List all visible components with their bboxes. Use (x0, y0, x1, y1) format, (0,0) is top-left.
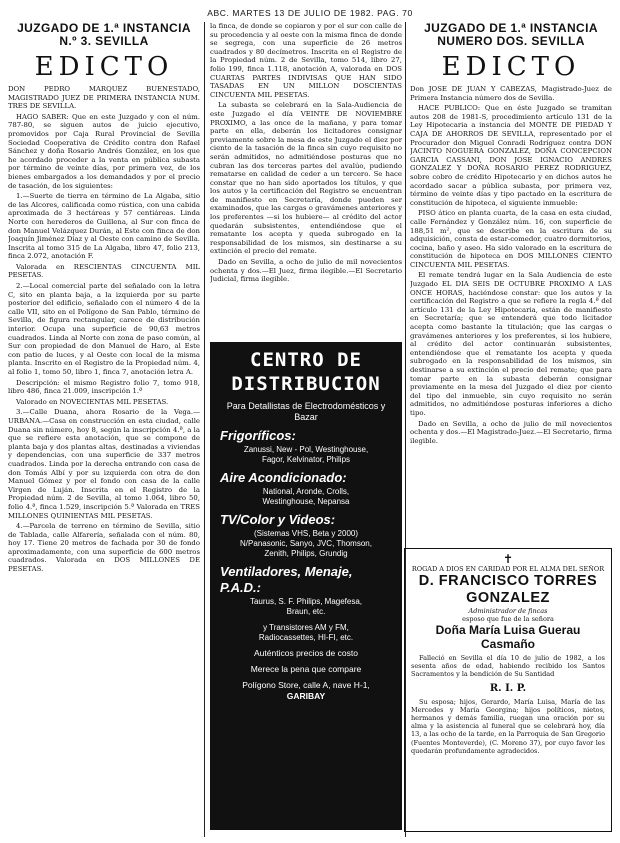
edict-paragraph: HAGO SABER: Que en este Juzgado y con el núm. 787-80, se siguen autos de juicio ejecutivo, promovidos por Caja Rural Provincial de Sevilla Sociedad Cooperativa de Crédito contra don Rafael Sánchez y doña Rosario Andrés González, en los que he acordado proceder a la venta en pública subasta por término de veinte días, por primera vez, de los bienes embargados a los demandados y por el precio de tasación, de los siguientes: (8, 112, 200, 190)
ad-brand-line: Zenith, Philips, Grundig (264, 549, 348, 558)
edict-paragraph: 3.—Calle Duana, ahora Rosario de la Vega.—URBANA.—Casa en construcción en esta ciudad, calle Duana sin número, hoy 8, según la inscripción 4.ª, a la que se refiere esta anotación, que se compone de planta baja y dos plantas altas, destinadas a viviendas y dependencias, con una superficie de 337 metros cuadrados. Linda por la derecha entrando con casa de don Tomás Albí y por su izquierda con otra de don Manuel Gómez y por el fondo con casa de la calle Virgen de Luján. Inscrita en el Registro de la Propiedad núm. 2 de Sevilla, al tomo 1.064, libro 50, folio 4.ª, finca 1.529, inscripción 5.ª Valorada en TRES MILLONES QUINIENTAS MIL PESETAS. (8, 408, 200, 520)
ad-section-heading: Ventiladores, Menaje, P.A.D.: (220, 564, 353, 595)
court-heading: JUZGADO DE 1.ª INSTANCIA NUMERO DOS. SEVILLA (424, 22, 598, 48)
ad-brand-line: Taurus, S. F. Philips, Magefesa, (249, 597, 363, 606)
death-prayer: ROGAD A DIOS EN CARIDAD POR EL ALMA DEL SEÑOR (411, 565, 605, 573)
ad-footer-line: Merece la pena que compare (250, 664, 362, 674)
edict-paragraph: 4.—Parcela de terreno en término de Sevilla, sitio de Tablada, calle Alfarería, señalada con el núm. 80, hoy 17. Tiene 20 metros de fachada por 30 de fondo aproximadamente, con una superficie de 600 metros cuadrados. Valorada en DOS MILLONES DE PESETAS. (8, 522, 200, 574)
edicto-title: EDICTO (441, 52, 581, 82)
cross-icon: ✝ (502, 552, 514, 566)
ad-section-heading: Frigoríficos: (220, 428, 296, 443)
edict-paragraph: HACE PUBLICO: Que en éste Juzgado se tramitan autos 208 de 1981-S, procedimiento artículo 131 de la Ley Hipotecaria a instancia del MONTE DE PIEDAD Y CAJA DE AHORROS DE SEVILLA, representado por el Procurador don Miguel Conradi Rodríguez contra DON JACINTO NOGUERA GONZALEZ, DOÑA CONCEPCION GARCIA CASSANI, DON JOSE IGNACIO ANDRES GONZALEZ Y DOÑA ROSARIO PEREZ RODRIGUEZ, sobre cobro de crédito Hipotecario y en dichos autos he acordado sacar a pública subasta, por primera vez, término de veinte días y tipo pactado en la escritura de constitución de hipoteca, el siguiente inmueble: (410, 104, 612, 207)
ad-section-heading: TV/Color y Videos: (220, 512, 336, 527)
ad-title: DISTRIBUCION (231, 373, 381, 395)
edict-paragraph: 1.—Suerte de tierra en término de La Algaba, sitio de las Alcores, calificada como rústica, con una cabida aproximada de 3 hectáreas y 57 centiáreas. Linda Norte con herederos de Guillena, al Sur con finca de don Manuel Velázquez Durán, al Este con finca de don Joaquín Jiménez Díaz y al Oeste con camino de Sevilla. Inscrita al tomo 315 de La Algaba, libro 47, folio 213, finca 2.072, anotación F. (8, 192, 200, 261)
spouse-intro: esposo que fue de la señora (462, 615, 554, 623)
rip: R. I. P. (489, 682, 527, 694)
edict-paragraph: Valorada en RESCIENTAS CINCUENTA MIL PESETAS. (8, 262, 200, 280)
ad-section-heading: Aire Acondicionado: (220, 470, 347, 485)
edicto-title: EDICTO (34, 52, 174, 82)
edict-paragraph: Valorado en NOVECIENTAS MIL PESETAS. (16, 397, 169, 406)
column-divider (204, 22, 205, 837)
death-text: Falleció en Sevilla el día 10 de julio de 1982, a los sesenta años de edad, habiendo recibido los Santos Sacramentos y la bendición de Su Santidad (411, 654, 605, 679)
death-notice (404, 548, 612, 832)
ad-title: CENTRO DE (250, 349, 362, 371)
ad-brand-line: N/Panasonic, Sanyo, JVC, Thomson, (240, 539, 372, 548)
page-header: ABC. MARTES 13 DE JULIO DE 1982. PAG. 70 (207, 8, 413, 18)
family-text: Su esposa; hijos, Gerardo, María Luisa, María de las Mercedes y María Georgina; hijos políticos, nietos, hermanos y demás familia, ruegan una oración por su alma y la asistencia al funeral que se celebrará hoy, día 13, a las ocho de la tarde, en la Parroquia de San Gregorio (Fuentes Monteverde), (C. Moreno 37), por cuyo favor les quedarán profundamente agradecidos. (411, 697, 605, 755)
edict-paragraph: Dado en Sevilla, a ocho de julio de mil novecientos ochenta y dos.—El Magistrado-Juez.—El Secretario, firma ilegible. (410, 419, 612, 445)
column-2-edict-continuation (210, 22, 402, 340)
ad-brand-line: (Sistemas VHS, Beta y 2000) (253, 529, 359, 538)
edict-paragraph: La subasta se celebrará en la Sala-Audiencia de este Juzgado el día VEINTE DE NOVIEMBRE PROXIMO, a las once de la mañana, y para tomar parte en ella, deberán los licitadores consignar previamente sobre la mesa de este Juzgado el diez por ciento de la tasación de la finca sin cuyo requisito no serán admitidos, no admitiéndose posturas que no cubran las dos terceras partes del avalúo, pudiendo rematarse en calidad de ceder a un tercero. Se hace constar que no han sido aportados los títulos, y que los autos y la certificación del Registro se encuentran de manifiesto en Secretaría, donde pueden ser examinados, que las cargas o gravámenes anteriores y los preferentes —si los hubiere— al crédito del actor quedarán subsistentes, entendiéndose que el rematante los acepta y queda subrogado en la responsabilidad de los mismos, sin destinarse a su extinción el precio del remate. (210, 101, 402, 256)
edict-paragraph: PISO ático en planta cuarta, de la casa en esta ciudad, calle Fernández y González núm. 16, con superficie de 188,51 m², que se describe en la escritura de su adquisición, consta de estar-comedor, cuatro dormitorios, cocina, baño y aseo. Ha sido valorado en la escritura de constitución de hipoteca en DOS MILLONES CIENTO CINCUENTA MIL PESETAS. (410, 209, 612, 269)
ad-brand-line: Fagor, Kelvinator, Philips (261, 455, 351, 464)
column-3-edict (410, 22, 612, 544)
distribution-center-ad (210, 342, 402, 830)
ad-subtitle: Para Detallistas de Electrodomésticos y Bazar (226, 401, 386, 422)
ad-brand-line: National, Aronde, Crolls, (262, 487, 350, 496)
ad-brand-line: Radiocassettes, HI-FI, etc. (258, 633, 354, 642)
ad-footer-line: Polígono Store, calle A, nave H-1, (242, 680, 370, 690)
deceased-name: D. FRANCISCO TORRES GONZALEZ (418, 573, 598, 606)
edict-paragraph: 2.—Local comercial parte del señalado con la letra C, sito en planta baja, a la izquierda por su parte posterior del edificio, señalado con el número 4 de la calle VII, sito en el Polígono de San Pablo, término de Sevilla, de figura rectangular, carece de distribución interior. Ocupa una superficie de 90,63 metros cuadrados. Linda al Norte con zona de paso común, al Sur con propiedad de don Manuel de Haro, al Este con patio de luces, y al Oeste con local de la misma planta. Inscrito en el Registro de la Propiedad núm. 4, al folio 1, tomo 50, libro 1, finca 7, anotación letra A. (8, 282, 200, 376)
spouse-name: Doña María Luisa Guerau Casmaño (435, 623, 581, 651)
ad-brand-line: Braun, etc. (286, 607, 326, 616)
ad-brand-line: Westinghouse, Nepansa (262, 497, 350, 506)
ad-footer-line: Auténticos precios de costo (254, 648, 358, 658)
ad-footer-line: GARIBAY (286, 691, 326, 701)
court-heading: JUZGADO DE 1.ª INSTANCIA N.º 3. SEVILLA (17, 22, 191, 48)
edict-paragraph: El remate tendrá lugar en la Sala Audiencia de este Juzgado EL DIA SEIS DE OCTUBRE PROXIMO A LAS ONCE HORAS, haciéndose constar: que los autos y la certificación del Registro a que se refiere la regla 4.ª del artículo 131 de la Ley Hipotecaria, están de manifiesto en Secretaría; que se entenderá que todo licitador acepta como bastante la titulación; que las cargas o gravámenes anteriores y los preferentes, si los hubiere, al crédito del actor continuarán subsistentes, entendiéndose que el rematante los acepta y queda subrogado en la responsabilidad de los mismos, sin destinarse a su extinción el precio del remate; que para tomar parte en la subasta deberán consignar previamente en la mesa del Juzgado el diez por ciento del tipo del inmueble, sin cuyo requisito no serán admitidos, no admitiéndose posturas inferiores a dicho tipo. (410, 271, 612, 417)
edict-paragraph: Dado en Sevilla, a ocho de julio de mil novecientos ochenta y dos.—El Juez, firma ilegible.—El Secretario Judicial, firma ilegible. (210, 258, 402, 284)
edict-paragraph: Descripción: el mismo Registro folio 7, tomo 918, libro 486, finca 21.009, inscripción 1.ª (8, 378, 200, 396)
deceased-role: Administrador de fincas (468, 607, 548, 615)
edict-paragraph: Don JOSE DE JUAN Y CABEZAS, Magistrado-Juez de Primera Instancia número dos de Sevilla. (410, 85, 612, 102)
column-1-edict (8, 22, 200, 837)
edict-paragraph: DON PEDRO MARQUEZ BUENESTADO, MAGISTRADO JUEZ DE PRIMERA INSTANCIA NUM. TRES DE SEVILLA. (8, 85, 200, 111)
ad-brand-line: y Transistores AM y FM, (263, 623, 349, 632)
edict-paragraph: la finca, de donde se copiaron y por el sur con calle de su procedencia y al oeste con la misma finca de donde se segrega, con una superficie de 26 metros cuadrados y 80 decímetros. Inscrita en el Registro de la Propiedad núm. 2 de Sevilla, tomo 514, libro 27, folio 199, finca 1.118, anotación A, valorada en DOS CUARTAS PARTES INDIVISAS QUE HAN SIDO TASADAS EN UN MILLON DOSCIENTAS CINCUENTA MIL PESETAS. (210, 22, 402, 99)
ad-brand-line: Zanussi, New - Pol, Westinghouse, (243, 445, 369, 454)
